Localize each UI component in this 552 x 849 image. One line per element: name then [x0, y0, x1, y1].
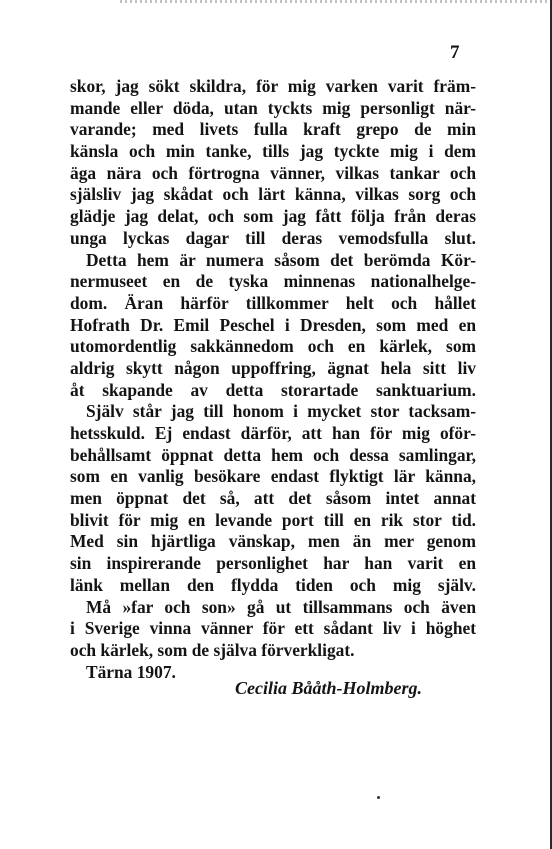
paragraph-start-line: Må »far och son» gå ut tillsammans och även	[86, 596, 476, 617]
body-text	[70, 76, 476, 683]
text-line: unga lyckas dagar till deras vemodsfulla slut.	[70, 227, 476, 248]
text-line: varande; med livets fulla kraft grepo de min	[70, 119, 476, 140]
text-line: nermuseet en de tyska minnenas nationalhelge-	[70, 271, 476, 292]
text-line: och kärlek, som de själva förverkligat.	[70, 639, 355, 660]
text-line: men öppnat det så, att det såsom intet annat	[70, 488, 476, 509]
text-line: själsliv jag skådat och lärt känna, vilkas sorg och	[70, 184, 476, 205]
page-number: 7	[450, 42, 460, 63]
text-line: länk mellan den flydda tiden och mig själv.	[70, 574, 476, 595]
text-line: mande eller döda, utan tyckts mig personligt när-	[70, 97, 476, 118]
text-line: behållsamt öppnat detta hem och dessa samlingar,	[70, 444, 476, 465]
text-line: i Sverige vinna vänner för ett sådant liv i höghet	[70, 618, 476, 639]
text-line: känsla och min tanke, tills jag tyckte mig i dem	[70, 141, 476, 162]
text-line: glädje jag delat, och som jag fått följa från deras	[70, 206, 476, 227]
text-line: utomordentlig sakkännedom och en kärlek, som	[70, 336, 476, 357]
text-line: sin inspirerande personlighet har han varit en	[70, 553, 476, 574]
text-line: skor, jag sökt skildra, för mig varken varit främ-	[70, 76, 476, 96]
text-line: blivit för mig en levande port till en rik stor tid.	[70, 509, 476, 530]
page-edge-top	[120, 0, 550, 3]
text-line: Hofrath Dr. Emil Peschel i Dresden, som med en	[70, 314, 476, 335]
text-line: hetsskuld. Ej endast därför, att han för mig oför-	[70, 423, 476, 443]
place-date-line: Tärna 1907.	[86, 661, 176, 682]
ink-speck	[377, 796, 380, 799]
text-line: som en vanlig besökare endast flyktigt lär känna,	[70, 466, 476, 487]
paragraph-start-line: Själv står jag till honom i mycket stor tacksam-	[86, 401, 476, 422]
text-line: aldrig skytt någon uppoffring, ägnat hela sitt liv	[70, 357, 476, 378]
author-signature: Cecilia Bååth-Holmberg.	[235, 678, 422, 698]
text-line: dom. Äran härför tillkommer helt och hållet	[70, 292, 476, 313]
text-line: äga nära och förtrogna vänner, vilkas tankar och	[70, 162, 476, 183]
text-line: Med sin hjärtliga vänskap, men än mer genom	[70, 531, 476, 552]
text-line: åt skapande av detta storartade sanktuarium.	[70, 379, 476, 400]
paragraph-start-line: Detta hem är numera såsom det berömda Kör-	[86, 249, 476, 270]
